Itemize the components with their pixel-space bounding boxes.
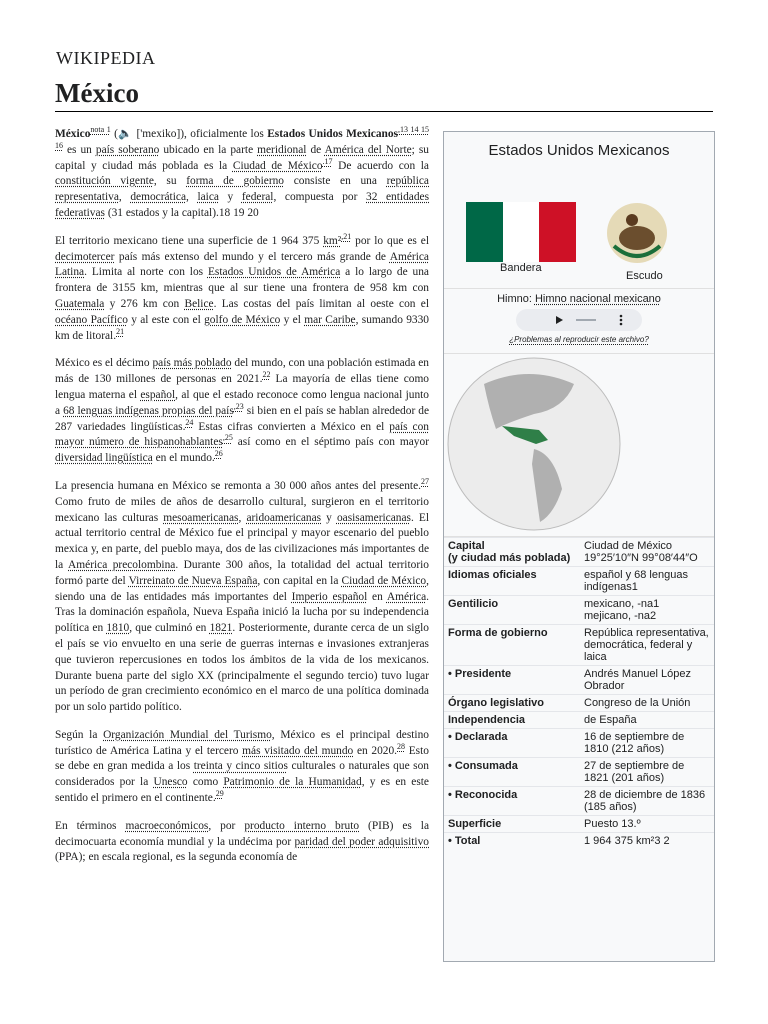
text-run: y 276 km con bbox=[104, 297, 185, 310]
audio-player-controls bbox=[516, 309, 642, 331]
text-run: , bbox=[118, 191, 131, 204]
reference-superscript[interactable]: 22 bbox=[262, 370, 271, 380]
text-run: , y es en este sentido el primero en el continente. bbox=[55, 776, 429, 805]
infobox-label: Idiomas oficiales bbox=[448, 569, 537, 581]
text-run: país más extenso del mundo y el tercero más grande de bbox=[114, 250, 390, 263]
text-run: México bbox=[55, 128, 91, 140]
article-link[interactable]: Guatemala bbox=[55, 297, 105, 310]
text-run: , que culminó en bbox=[129, 622, 210, 635]
article-link[interactable]: mesoamericanas bbox=[163, 511, 239, 524]
article-link[interactable]: forma de gobierno bbox=[186, 175, 285, 188]
text-run: Esto se debe en gran medida a los bbox=[55, 744, 429, 773]
reference-superscript[interactable]: 29 bbox=[215, 789, 224, 799]
article-link[interactable]: Belice bbox=[184, 297, 214, 310]
text-run: en bbox=[367, 590, 387, 603]
article-link[interactable]: Ciudad de México bbox=[232, 159, 323, 172]
text-run: , por bbox=[208, 819, 245, 832]
text-run: de bbox=[306, 143, 325, 156]
article-link[interactable]: 32 entidades federativas bbox=[55, 191, 429, 219]
reference-superscript[interactable]: 27 bbox=[421, 477, 429, 487]
text-run: , sumando 9330 km de litoral. bbox=[55, 313, 429, 342]
text-run: , con capital en la bbox=[257, 574, 342, 587]
article-link[interactable]: república representativa bbox=[55, 175, 429, 204]
infobox-value[interactable]: 16 de septiembre de 1810 (212 años) bbox=[584, 731, 685, 755]
article-link[interactable]: océano Pacífico bbox=[55, 313, 128, 326]
paragraph-3 bbox=[55, 356, 429, 467]
article-link[interactable]: diversidad lingüística bbox=[55, 452, 153, 465]
text-run: Según la bbox=[55, 728, 104, 741]
infobox-value[interactable]: 28 de diciembre de 1836 (185 años) bbox=[584, 789, 706, 813]
text-run: , bbox=[238, 511, 247, 524]
text-run: . Tras la dominación española, Nueva España inició la lucha por su independencia política en bbox=[55, 590, 429, 635]
globe-map-image[interactable] bbox=[444, 354, 714, 537]
infobox-label: • Reconocida bbox=[448, 789, 518, 801]
article-link[interactable]: 1810 bbox=[106, 622, 130, 635]
infobox-row bbox=[444, 711, 714, 728]
paragraph-5 bbox=[55, 728, 429, 807]
text-run: como bbox=[187, 776, 224, 789]
infobox-rows bbox=[444, 537, 714, 849]
infobox-value[interactable]: Andrés Manuel López Obrador bbox=[584, 668, 692, 692]
text-run: y al este con el bbox=[127, 313, 205, 326]
article-link[interactable]: más visitado del mundo bbox=[242, 744, 354, 757]
text-run: . Posteriormente, durante cerca de un siglo el país se vio envuelto en una serie de guerras internas e invasiones extranjeras que tuvieron repercusiones en todos los ámbitos de la vida de los mexicanos. Durante buena parte del siglo XX (principalmente el segundo tercio) tuvo lugar un período de gran crecimiento económico en el marco de una política dominada por un solo partido político. bbox=[55, 622, 429, 714]
article-link[interactable]: América precolombina bbox=[68, 558, 176, 571]
text-run: consiste en una bbox=[284, 175, 387, 188]
reference-superscript[interactable]: .17 bbox=[322, 156, 333, 166]
article-link[interactable]: federal bbox=[241, 191, 274, 204]
coat-of-arms-caption[interactable]: Escudo bbox=[626, 270, 663, 282]
article-link[interactable]: Estados Unidos de América bbox=[207, 266, 341, 279]
mexico-flag-image[interactable] bbox=[466, 202, 576, 262]
more-options-icon bbox=[620, 315, 623, 318]
article-link[interactable]: 68 lenguas indígenas propias del país bbox=[63, 404, 234, 417]
article-link[interactable]: constitución vigente bbox=[55, 175, 154, 188]
article-link[interactable]: América del Norte bbox=[324, 143, 412, 156]
text-run: (PPA); en escala regional, es la segunda economía de bbox=[55, 851, 298, 864]
text-run: El territorio mexicano tiene una superficie de 1 964 375 bbox=[55, 234, 324, 247]
infobox-label: Superficie bbox=[448, 818, 502, 830]
infobox-value[interactable]: 27 de septiembre de 1821 (201 años) bbox=[584, 760, 685, 784]
anthem-link[interactable]: Himno nacional mexicano bbox=[534, 293, 661, 305]
infobox-value[interactable]: español y 68 lenguas indígenas1 bbox=[584, 569, 688, 593]
reference-superscript[interactable]: 24 bbox=[185, 417, 194, 427]
text-run: del mundo, con una población estimada en más de 130 millones de personas en 2021. bbox=[55, 357, 429, 386]
infobox-value[interactable]: de España bbox=[584, 714, 637, 726]
article-link[interactable]: meridional bbox=[257, 143, 307, 156]
article-link[interactable]: español bbox=[140, 388, 176, 401]
infobox-label: • Total bbox=[448, 835, 481, 847]
text-run: . Las costas del país limitan al oeste con el bbox=[213, 297, 429, 310]
article-link[interactable]: Organización Mundial del Turismo bbox=[103, 728, 272, 741]
paragraph-6 bbox=[55, 819, 429, 866]
text-run: , compuesta por bbox=[273, 191, 366, 204]
text-run: es un bbox=[63, 143, 96, 156]
article-body bbox=[55, 127, 429, 878]
wikipedia-logo[interactable]: WIKIPEDIA bbox=[56, 48, 156, 68]
text-run: . Durante 300 años, la totalidad del actual territorio formó parte del bbox=[55, 558, 429, 587]
article-link[interactable]: km² bbox=[323, 234, 342, 247]
progress-track bbox=[576, 319, 596, 321]
text-run: México es el décimo bbox=[55, 357, 153, 370]
infobox-label: Forma de gobierno bbox=[448, 627, 548, 639]
page-title: México bbox=[55, 78, 139, 108]
text-run: La presencia humana en México se remonta a 30 000 años antes del presente. bbox=[55, 479, 421, 492]
text-run: , México es el principal destino turístico de América Latina y el tercero bbox=[55, 728, 429, 757]
text-run: Estas cifras convierten a México en el bbox=[193, 420, 390, 433]
article-link[interactable]: mar Caribe bbox=[304, 313, 356, 326]
infobox-value[interactable]: 1 964 375 km²3 2 bbox=[584, 835, 670, 847]
flag-and-coat-of-arms bbox=[444, 168, 714, 289]
reference-superscript[interactable]: ,13 14 15 16 bbox=[55, 125, 430, 150]
article-link[interactable]: decimotercer bbox=[55, 250, 115, 263]
text-run: (PIB) es la decimocuarta economía mundial y la undécima por bbox=[55, 819, 430, 848]
article-link[interactable]: país soberano bbox=[95, 143, 160, 156]
article-link[interactable]: golfo de México bbox=[204, 313, 281, 326]
infobox-row bbox=[444, 595, 714, 624]
infobox-value[interactable]: Puesto 13.º bbox=[584, 818, 641, 830]
text-run: en 2020. bbox=[353, 744, 398, 757]
article-link[interactable]: Patrimonio de la Humanidad bbox=[223, 776, 362, 789]
infobox-value[interactable]: Congreso de la Unión bbox=[584, 697, 691, 709]
infobox-label: Capital (y ciudad más poblada) bbox=[448, 540, 571, 564]
infobox-label: Órgano legislativo bbox=[448, 697, 544, 709]
text-run: (🔈 ['mexiko]), oficialmente los bbox=[110, 128, 268, 140]
infobox-label: Independencia bbox=[448, 714, 526, 726]
text-run: , su bbox=[153, 175, 187, 188]
text-run: a lo largo de una frontera de 3155 km, mientras que al sur tiene una frontera de 958 km con bbox=[55, 266, 429, 295]
article-link[interactable]: Imperio español bbox=[291, 590, 368, 603]
text-run: por lo que es el bbox=[351, 234, 430, 247]
article-link[interactable]: América bbox=[386, 590, 427, 603]
infobox-row bbox=[444, 832, 714, 849]
text-run: ubicado en la parte bbox=[159, 143, 258, 156]
text-run: . El actual territorio central de México fue el principal y mayor escenario del pueblo mexica y, en parte, del pueblo maya, dos de las civilizaciones más importantes de la bbox=[55, 511, 429, 571]
paragraph-4 bbox=[55, 479, 429, 716]
paragraph-1 bbox=[55, 127, 429, 222]
infobox-value[interactable]: Ciudad de México 19°25′10″N 99°08′44″O bbox=[584, 540, 698, 564]
text-run: , al que el estado reconoce como lengua nacional junto a bbox=[55, 388, 430, 417]
infobox-row bbox=[444, 694, 714, 711]
infobox-row bbox=[444, 566, 714, 595]
text-run: y bbox=[321, 511, 337, 524]
reference-superscript[interactable]: 28 bbox=[397, 741, 406, 751]
reference-superscript[interactable]: ,25 bbox=[222, 433, 233, 443]
infobox bbox=[443, 131, 715, 962]
play-icon bbox=[556, 316, 563, 324]
reference-superscript[interactable]: nota 1 bbox=[90, 125, 111, 135]
infobox-row bbox=[444, 786, 714, 815]
coat-of-arms-image[interactable] bbox=[602, 198, 672, 268]
article-link[interactable]: paridad del poder adquisitivo bbox=[294, 835, 429, 848]
reference-superscript[interactable]: 21 bbox=[116, 326, 125, 336]
text-run: y el bbox=[280, 313, 305, 326]
text-run: Como fruto de miles de años de desarrollo cultural, surgieron en el territorio mexicano las culturas bbox=[55, 495, 429, 524]
text-run: . Limita al norte con los bbox=[84, 266, 208, 279]
article-link[interactable]: Unesco bbox=[153, 776, 188, 789]
infobox-row bbox=[444, 665, 714, 694]
article-link[interactable]: laica bbox=[197, 191, 219, 204]
anthem-label: Himno: bbox=[497, 293, 535, 305]
paragraph-2 bbox=[55, 231, 430, 345]
infobox-row bbox=[444, 728, 714, 757]
article-link[interactable]: América Latina bbox=[55, 250, 429, 279]
text-run: culturales o naturales que son considerados por la bbox=[55, 760, 429, 789]
infobox-value[interactable]: mexicano, -na1 mejicano, -na2 bbox=[584, 598, 660, 622]
article-link[interactable]: 1821 bbox=[209, 622, 233, 635]
article-link[interactable]: país más poblado bbox=[152, 357, 232, 370]
article-link[interactable]: Virreinato de Nueva España bbox=[128, 574, 258, 587]
reference-superscript[interactable]: ,23 bbox=[233, 401, 244, 411]
title-divider bbox=[55, 111, 713, 112]
anthem-section bbox=[444, 289, 714, 354]
infobox-title: Estados Unidos Mexicanos bbox=[488, 142, 670, 159]
text-run: En términos bbox=[55, 819, 126, 832]
text-run: La mayoría de ellas tiene como lengua materna el bbox=[55, 373, 429, 401]
infobox-row bbox=[444, 757, 714, 786]
infobox-row bbox=[444, 537, 714, 566]
article-link[interactable]: oasisamericanas bbox=[336, 511, 411, 524]
text-run: así como en el séptimo país con mayor bbox=[232, 436, 429, 449]
infobox-label: • Declarada bbox=[448, 731, 508, 743]
article-link[interactable]: treinta y cinco sitios bbox=[193, 760, 288, 773]
article-link[interactable]: aridoamericanas bbox=[246, 511, 322, 524]
text-run: , bbox=[186, 191, 198, 204]
text-run: , siendo una de las entidades más importantes del bbox=[55, 574, 429, 603]
audio-help-link[interactable]: ¿Problemas al reproducir este archivo? bbox=[509, 335, 649, 344]
text-run: si bien en el país se hablan alrededor de 287 variedades lingüísticas. bbox=[55, 404, 430, 433]
article-link[interactable]: país con mayor número de hispanohablantes bbox=[55, 420, 429, 449]
article-link[interactable]: producto interno bruto bbox=[244, 819, 360, 832]
article-link[interactable]: Ciudad de México bbox=[341, 574, 427, 587]
infobox-value[interactable]: República representativa, democrática, federal y laica bbox=[584, 627, 709, 663]
flag-caption[interactable]: Bandera bbox=[500, 262, 542, 274]
text-run: en el mundo. bbox=[152, 452, 215, 465]
infobox-label: • Presidente bbox=[448, 668, 512, 680]
audio-player[interactable] bbox=[516, 309, 642, 331]
text-run: (31 estados y la capital).18 19 20 bbox=[104, 206, 259, 219]
infobox-label: • Consumada bbox=[448, 760, 518, 772]
reference-superscript[interactable]: 26 bbox=[214, 449, 223, 459]
text-run: De acuerdo con la bbox=[332, 159, 429, 172]
infobox-label: Gentilicio bbox=[448, 598, 499, 610]
text-run: y bbox=[218, 191, 242, 204]
infobox-row bbox=[444, 624, 714, 665]
infobox-row bbox=[444, 815, 714, 832]
reference-superscript[interactable]: ,21 bbox=[341, 231, 352, 241]
text-run: ; su capital y ciudad más poblada es la bbox=[55, 143, 429, 172]
text-run: Estados Unidos Mexicanos bbox=[267, 128, 398, 140]
article-link[interactable]: macroeconómicos bbox=[125, 819, 209, 832]
article-link[interactable]: democrática bbox=[130, 191, 186, 204]
